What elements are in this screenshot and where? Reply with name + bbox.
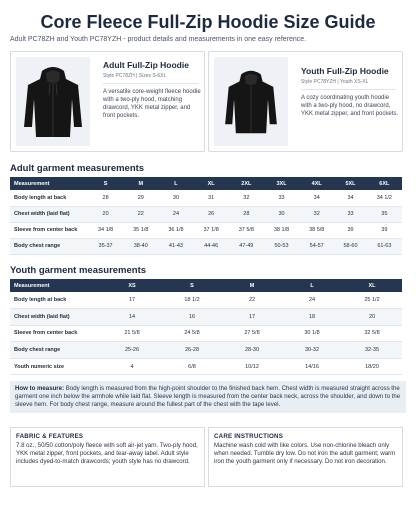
- column-header: 3XL: [264, 177, 299, 190]
- column-header: L: [158, 177, 193, 190]
- table-cell: 26: [194, 206, 229, 222]
- column-header: 2XL: [229, 177, 264, 190]
- table-cell: 18: [282, 309, 342, 326]
- care-title: CARE INSTRUCTIONS: [214, 433, 284, 440]
- column-header: XL: [342, 279, 402, 292]
- table-cell: 14/16: [282, 358, 342, 375]
- column-header: Measurement: [10, 279, 102, 292]
- page-title: Core Fleece Full-Zip Hoodie Size Guide: [40, 12, 376, 32]
- table-cell: 10/12: [222, 358, 282, 375]
- table-cell: 24: [158, 206, 193, 222]
- table-cell: 6/8: [162, 358, 222, 375]
- row-label: Sleeve from center back: [10, 222, 88, 238]
- youth-section-title: Youth garment measurements: [10, 265, 147, 276]
- table-cell: 37 1/8: [194, 222, 229, 238]
- youth-product-name: Youth Full-Zip Hoodie: [301, 66, 389, 76]
- column-header: S: [162, 279, 222, 292]
- table-cell: 32: [229, 190, 264, 206]
- row-label: Youth numeric size: [10, 358, 102, 375]
- table-cell: 28: [88, 190, 123, 206]
- fabric-text: 7.8 oz., 50/50 cotton/poly fleece with soft air-jet yarn. Two-ply hood, YKK metal zipper, front pockets, and tear-away label. Adult style includes dyed-to-match drawcords; youth style has no drawcord.: [16, 442, 198, 465]
- hoodie-icon: [22, 65, 84, 139]
- table-cell: 34 1/2: [367, 190, 402, 206]
- table-cell: 14: [102, 309, 162, 326]
- row-label: Chest width (laid flat): [10, 206, 88, 222]
- table-cell: 21 5/8: [102, 325, 162, 342]
- care-instructions-box: [208, 427, 403, 487]
- page-subtitle: Adult PC78ZH and Youth PC78YZH - product details and measurements in one easy reference.: [10, 36, 307, 43]
- table-cell: 20: [88, 206, 123, 222]
- adult-section-title: Adult garment measurements: [10, 163, 145, 174]
- table-cell: 17: [102, 292, 162, 309]
- table-header-row: [10, 279, 402, 292]
- table-cell: 38-40: [123, 238, 158, 254]
- table-cell: 50-53: [264, 238, 299, 254]
- table-cell: 34: [334, 190, 366, 206]
- table-row: [10, 292, 402, 309]
- divider: [103, 83, 198, 84]
- table-cell: 61-63: [367, 238, 402, 254]
- table-cell: 20: [342, 309, 402, 326]
- table-row: [10, 238, 402, 254]
- table-cell: 33: [334, 206, 366, 222]
- youth-product-card: [208, 51, 403, 152]
- column-header: M: [222, 279, 282, 292]
- hoodie-icon: [223, 69, 279, 135]
- table-cell: 44-46: [194, 238, 229, 254]
- table-cell: 30-32: [282, 342, 342, 359]
- table-cell: 35-37: [88, 238, 123, 254]
- row-label: Body chest range: [10, 342, 102, 359]
- column-header: XL: [194, 177, 229, 190]
- table-cell: 38 5/8: [299, 222, 334, 238]
- table-cell: 25-26: [102, 342, 162, 359]
- table-cell: 41-43: [158, 238, 193, 254]
- table-cell: 34 1/8: [88, 222, 123, 238]
- table-row: [10, 222, 402, 238]
- table-row: [10, 206, 402, 222]
- table-cell: 22: [222, 292, 282, 309]
- table-cell: 16: [162, 309, 222, 326]
- table-cell: 33: [264, 190, 299, 206]
- youth-measurement-table: [10, 279, 402, 375]
- column-header: S: [88, 177, 123, 190]
- table-cell: 58-60: [334, 238, 366, 254]
- table-cell: 32-35: [342, 342, 402, 359]
- table-row: [10, 358, 402, 375]
- table-cell: 37 5/8: [229, 222, 264, 238]
- table-row: [10, 190, 402, 206]
- table-cell: 26-28: [162, 342, 222, 359]
- table-cell: 28-30: [222, 342, 282, 359]
- table-cell: 25 1/2: [342, 292, 402, 309]
- how-to-measure-note: [10, 381, 406, 413]
- row-label: Chest width (laid flat): [10, 309, 102, 326]
- adult-hoodie-image: [16, 57, 90, 146]
- table-cell: 28: [229, 206, 264, 222]
- table-row: [10, 325, 402, 342]
- table-cell: 35: [367, 206, 402, 222]
- adult-product-card: [10, 51, 205, 152]
- table-header-row: [10, 177, 402, 190]
- note-text: Body length is measured from the high-point shoulder to the finished back hem. Chest width is measured straight across the garment one inch below the armhole while laid flat. Sleeve length is measured from the center back neck, across the shoulder, and down to the sleeve hem. For body chest range, measure around the fullest part of the chest with the tape level.: [15, 385, 401, 408]
- table-cell: 4: [102, 358, 162, 375]
- table-cell: 38 1/8: [264, 222, 299, 238]
- fabric-title: FABRIC & FEATURES: [16, 433, 84, 440]
- youth-product-style: Style PC78YZH | Youth XS-XL: [301, 79, 369, 85]
- table-cell: 39: [334, 222, 366, 238]
- table-cell: 34: [299, 190, 334, 206]
- table-cell: 32: [299, 206, 334, 222]
- table-cell: 32 5/8: [342, 325, 402, 342]
- divider: [301, 89, 396, 90]
- table-cell: 29: [123, 190, 158, 206]
- table-cell: 39: [367, 222, 402, 238]
- table-row: [10, 309, 402, 326]
- column-header: 5XL: [334, 177, 366, 190]
- row-label: Body chest range: [10, 238, 88, 254]
- table-cell: 35 1/8: [123, 222, 158, 238]
- table-cell: 17: [222, 309, 282, 326]
- table-cell: 36 1/8: [158, 222, 193, 238]
- table-cell: 31: [194, 190, 229, 206]
- note-label: How to measure:: [15, 385, 65, 392]
- row-label: Body length at back: [10, 292, 102, 309]
- column-header: M: [123, 177, 158, 190]
- table-cell: 18/20: [342, 358, 402, 375]
- youth-hoodie-image: [214, 57, 288, 146]
- row-label: Body length at back: [10, 190, 88, 206]
- adult-product-style: Style PC78ZH | Sizes S-6XL: [103, 73, 167, 79]
- table-cell: 54-57: [299, 238, 334, 254]
- table-cell: 24: [282, 292, 342, 309]
- table-cell: 18 1/2: [162, 292, 222, 309]
- column-header: L: [282, 279, 342, 292]
- fabric-features-box: [10, 427, 205, 487]
- column-header: Measurement: [10, 177, 88, 190]
- adult-product-description: A versatile core-weight fleece hoodie with a two-ply hood, matching drawcord, YKK metal zipper, and front pockets.: [103, 89, 201, 119]
- table-cell: 30: [264, 206, 299, 222]
- care-text: Machine wash cold with like colors. Use non-chlorine bleach only when needed. Tumble dry low. Do not iron the adult garment; warm iron the youth garment only if necessary. Do not iron decoration.: [214, 442, 396, 465]
- column-header: XS: [102, 279, 162, 292]
- adult-measurement-table: [10, 177, 402, 255]
- table-cell: 22: [123, 206, 158, 222]
- row-label: Sleeve from center back: [10, 325, 102, 342]
- table-cell: 47-49: [229, 238, 264, 254]
- table-cell: 24 5/8: [162, 325, 222, 342]
- table-cell: 30: [158, 190, 193, 206]
- youth-product-description: A cozy coordinating youth hoodie with a two-ply hood, no drawcord, YKK metal zipper, and front pockets.: [301, 95, 399, 117]
- table-cell: 30 1/8: [282, 325, 342, 342]
- column-header: 4XL: [299, 177, 334, 190]
- column-header: 6XL: [367, 177, 402, 190]
- adult-product-name: Adult Full-Zip Hoodie: [103, 60, 189, 70]
- table-row: [10, 342, 402, 359]
- table-cell: 27 5/8: [222, 325, 282, 342]
